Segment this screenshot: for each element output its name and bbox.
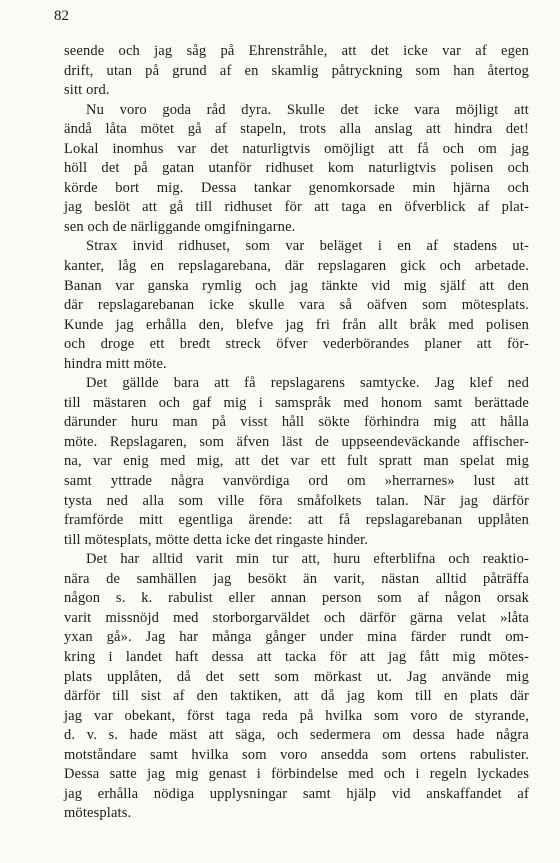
- body-text: [64, 42, 529, 824]
- text-line: nära de samhällen jag besökt än varit, nästan alltid påträffa: [64, 570, 529, 587]
- text-line: någon s. k. rabulist eller annan person som af någon orsak: [64, 590, 529, 607]
- text-line: möte. Repslagaren, som äfven läst de uppseendeväckande affischer-: [64, 433, 529, 450]
- text-line: seende och jag såg på Ehrenstråhle, att det icke var af egen: [64, 43, 529, 59]
- text-line: körde bort mig. Dessa tankar genomkorsade min hjärna och: [64, 179, 529, 196]
- text-line: sen och de närliggande omgifningarne.: [64, 218, 296, 235]
- text-line: Strax invid ridhuset, som var beläget i en af stadens ut-: [86, 238, 529, 255]
- page-number: 82: [54, 8, 69, 24]
- text-line: na, var enig med mig, att det var ett fult spratt man spelat mig: [64, 453, 529, 470]
- text-line: till mästaren och gaf mig i samspråk med honom samt berättade: [64, 394, 529, 411]
- text-line: ändå låta mötet gå af stapeln, trots alla anslag att hindra det!: [64, 121, 529, 138]
- text-line: framförde mitt egentliga ärende: att få repslagarebanan upplåten: [64, 512, 529, 529]
- text-line: Det gällde bara att få repslagarens samtycke. Jag klef ned: [86, 375, 529, 392]
- text-line: där repslagarebanan icke skulle vara så oäfven som mötesplats.: [64, 297, 529, 314]
- text-line: tysta ned alla som ville föra småfolkets talan. När jag därför: [64, 492, 529, 509]
- text-line: jag erhålla nödiga upplysningar samt hjälp vid anskaffandet af: [64, 785, 529, 802]
- text-line: d. v. s. hade mäst att säga, och sedermera om dessa hade några: [64, 727, 529, 744]
- text-line: motståndare samt hvilka som voro ansedda som ortens rabulister.: [64, 746, 529, 763]
- text-line: yxan gå». Jag har många gånger under mina färder rundt om-: [64, 629, 529, 646]
- text-line: jag var obekant, först taga reda på hvilka som voro de styrande,: [64, 707, 529, 724]
- text-line: och droge ett bredt streck öfver vederbörandes planer att för-: [64, 336, 529, 353]
- text-line: Nu voro goda råd dyra. Skulle det icke vara möjligt att: [86, 101, 529, 118]
- text-line: till mötesplats, mötte detta icke det ringaste hinder.: [64, 531, 369, 548]
- text-line: Kunde jag erhålla den, blefve jag fri från allt bråk med polisen: [64, 316, 529, 333]
- text-line: höll det på gatan utanför ridhuset kom naturligtvis polisen och: [64, 160, 529, 177]
- text-line: drift, utan på grund af en skamlig påtryckning som han återtog: [64, 62, 529, 79]
- text-line: plats upplåten, då det sett som mörkast ut. Jag använde mig: [64, 668, 529, 685]
- text-line: därunder huru man på visst håll sökte förhindra mig att hålla: [64, 414, 529, 431]
- text-line: kanter, låg en repslagarebana, där repslagaren gick och arbetade.: [64, 258, 529, 275]
- text-line: kring i landet haft dessa att tacka för att jag fått mig mötes-: [64, 648, 529, 665]
- text-line: jag beslöt att gå till ridhuset för att taga en öfverblick af plat-: [64, 199, 529, 216]
- text-line: Banan var ganska rymlig och jag tänkte vid mig själf att den: [64, 277, 529, 294]
- text-line: sitt ord.: [64, 82, 110, 99]
- text-line: mötesplats.: [64, 805, 132, 822]
- text-line: Dessa satte jag mig genast i förbindelse med och i regeln lyckades: [64, 766, 529, 783]
- text-line: därför till sist af den taktiken, att då jag kom till en plats där: [64, 688, 529, 705]
- text-line: Lokal inomhus var det naturligtvis omöjligt att få och om jag: [64, 140, 529, 157]
- text-line: Det har alltid varit min tur att, huru efterblifna och reaktio-: [86, 551, 529, 568]
- text-line: varit missnöjd med storborgarväldet och därför gärna velat »låta: [64, 609, 529, 626]
- text-line: hindra mitt möte.: [64, 355, 167, 372]
- text-line: samt yttrade några vanvördiga ord om »herrarnes» lust att: [64, 473, 529, 490]
